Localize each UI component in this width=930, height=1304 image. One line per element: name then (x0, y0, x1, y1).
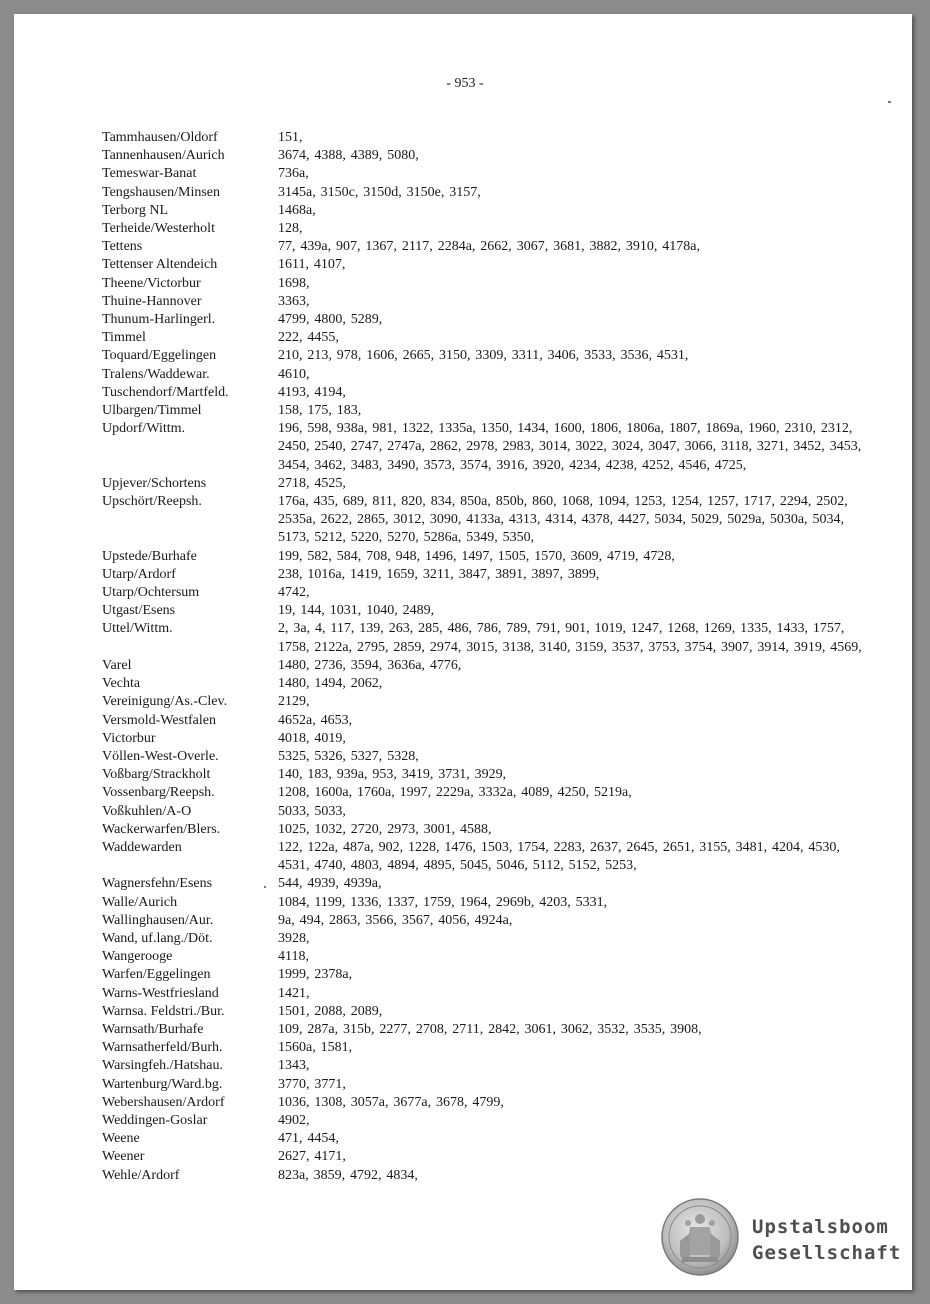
page-number: - 953 - (446, 76, 484, 91)
place-name: Varel (102, 657, 132, 673)
index-entry (102, 475, 862, 493)
reference-numbers: 4610, (278, 366, 310, 382)
place-name: Voßbarg/Strackholt (102, 767, 211, 783)
place-name: Tettenser Altendeich (102, 257, 218, 273)
index-entry (102, 1112, 862, 1130)
index-entry (102, 1057, 862, 1075)
place-name: Wand, uf.lang./Döt. (102, 930, 213, 946)
index-entry (102, 657, 862, 675)
index-entry (102, 256, 862, 274)
place-name: Upjever/Schortens (102, 475, 207, 491)
index-entry (102, 384, 862, 402)
reference-numbers: 4742, (278, 585, 310, 601)
reference-numbers: 5033, 5033, (278, 803, 346, 819)
index-entry (102, 184, 862, 202)
reference-numbers: 3770, 3771, (278, 1076, 346, 1092)
index-entry (102, 1167, 862, 1185)
reference-numbers: 1421, (278, 985, 310, 1001)
index-entry (102, 620, 862, 656)
reference-numbers: 140, 183, 939a, 953, 3419, 3731, 3929, (278, 767, 507, 783)
index-entry (102, 839, 862, 875)
wordmark-line-1: Upstalsboom (752, 1216, 889, 1238)
reference-numbers: 158, 175, 183, (278, 403, 362, 419)
place-name: Terheide/Westerholt (102, 221, 215, 237)
place-name: Tammhausen/Oldorf (102, 130, 218, 145)
reference-numbers: 109, 287a, 315b, 2277, 2708, 2711, 2842, 3061, 3062, 3532, 3535, 3908, (278, 1021, 702, 1037)
index-entry (102, 930, 862, 948)
reference-numbers: 1698, (278, 275, 310, 291)
index-entry (102, 366, 862, 384)
index-entry (102, 1094, 862, 1112)
reference-numbers: 3363, (278, 293, 310, 309)
index-entry (102, 784, 862, 802)
place-name: Wehle/Ardorf (102, 1167, 180, 1183)
index-entry (102, 693, 862, 711)
reference-numbers: 736a, (278, 166, 309, 182)
place-name: Webershausen/Ardorf (102, 1094, 225, 1110)
place-name: Weene (102, 1131, 140, 1147)
reference-numbers: 1025, 1032, 2720, 2973, 3001, 4588, (278, 821, 492, 837)
index-entry (102, 347, 862, 365)
index-entry (102, 584, 862, 602)
place-name: Updorf/Wittm. (102, 421, 186, 437)
reference-numbers: 1036, 1308, 3057a, 3677a, 3678, 4799, (278, 1094, 504, 1110)
place-name: Tralens/Waddewar. (102, 366, 210, 382)
index-entry (102, 1148, 862, 1166)
place-name: Thunum-Harlingerl. (102, 312, 216, 328)
place-name: Warnsa. Feldstri./Bur. (102, 1003, 225, 1019)
reference-numbers: 1208, 1600a, 1760a, 1997, 2229a, 3332a, 4089, 4250, 5219a, (278, 785, 632, 801)
index-entry (102, 966, 862, 984)
index-entry (102, 147, 862, 165)
index-entry (102, 493, 862, 548)
index-entry (102, 675, 862, 693)
place-name: Versmold-Westfalen (102, 712, 216, 728)
reference-numbers: 210, 213, 978, 1606, 2665, 3150, 3309, 3311, 3406, 3533, 3536, 4531, (278, 348, 689, 364)
index-entry (102, 202, 862, 220)
place-name: Terborg NL (102, 202, 169, 218)
index-entry (102, 1003, 862, 1021)
place-name: Voßkuhlen/A-O (102, 803, 192, 819)
index-entry (102, 220, 862, 238)
reference-numbers: 1343, (278, 1058, 310, 1074)
place-name: Utarp/Ochtersum (102, 585, 200, 601)
place-name: Thuine-Hannover (102, 293, 202, 309)
index-entry (102, 985, 862, 1003)
place-name: Ulbargen/Timmel (102, 403, 202, 419)
index-entry (102, 566, 862, 584)
reference-numbers: 122, 122a, 487a, 902, 1228, 1476, 1503, 1754, 2283, 2637, 2645, 2651, 3155, 3481, 4204, 4530, 4531, 4740, 4803, 4894, 4895, 5045, 5046, 5112, 5152, 5253, (278, 839, 840, 874)
reference-numbers: 1084, 1199, 1336, 1337, 1759, 1964, 2969b, 4203, 5331, (278, 894, 608, 910)
place-name: Weddingen-Goslar (102, 1112, 208, 1128)
index-entry (102, 821, 862, 839)
index-entry (102, 948, 862, 966)
reference-numbers: 5325, 5326, 5327, 5328, (278, 748, 419, 764)
reference-numbers: 3928, (278, 930, 310, 946)
index-entry (102, 238, 862, 256)
reference-numbers: 196, 598, 938a, 981, 1322, 1335a, 1350, 1434, 1600, 1806, 1806a, 1807, 1869a, 1960, 2310, 2312, 2450, 2540, 2747, 2747a, 2862, 2978, 2983, 3014, 3022, 3024, 3047, 3066, 3118, 3271, 3452, 3453, 3454, 3462, 3483, 3490, 3573, 3574, 3916, 3920, 4234, 4238, 4252, 4546, 4725, (278, 421, 862, 473)
reference-numbers: 544, 4939, 4939a, (278, 876, 382, 892)
place-name: Wagnersfehn/Esens (102, 876, 213, 892)
index-entry (102, 293, 862, 311)
reference-numbers: 3145a, 3150c, 3150d, 3150e, 3157, (278, 184, 481, 200)
upstalsboom-wordmark (752, 1214, 901, 1266)
index-entry (102, 1021, 862, 1039)
reference-numbers: 1480, 1494, 2062, (278, 676, 383, 692)
index-entry (102, 894, 862, 912)
place-name: Tuschendorf/Martfeld. (102, 384, 229, 400)
place-name: Theene/Victorbur (102, 275, 201, 291)
place-name: Tannenhausen/Aurich (102, 148, 225, 164)
place-name: Utarp/Ardorf (102, 566, 176, 582)
reference-numbers: 128, (278, 221, 303, 237)
index-entry (102, 275, 862, 293)
index-entry (102, 766, 862, 784)
index-entry (102, 602, 862, 620)
place-name: Walle/Aurich (102, 894, 178, 910)
place-name: Wartenburg/Ward.bg. (102, 1076, 223, 1092)
reference-numbers: 471, 4454, (278, 1131, 339, 1147)
index-entry (102, 1130, 862, 1148)
reference-numbers: 19, 144, 1031, 1040, 2489, (278, 603, 435, 619)
reference-numbers: 151, (278, 130, 303, 145)
place-name: Wackerwarfen/Blers. (102, 821, 221, 837)
index-entry (102, 1039, 862, 1057)
reference-numbers: 823a, 3859, 4792, 4834, (278, 1167, 418, 1183)
place-name: Warnsatherfeld/Burh. (102, 1040, 223, 1056)
reference-numbers: 9a, 494, 2863, 3566, 3567, 4056, 4924a, (278, 912, 513, 928)
reference-numbers: 4652a, 4653, (278, 712, 353, 728)
index-entry (102, 548, 862, 566)
place-name: Völlen-West-Overle. (102, 748, 219, 764)
reference-numbers: 1501, 2088, 2089, (278, 1003, 383, 1019)
reference-numbers: 222, 4455, (278, 330, 339, 346)
scan-speck (888, 101, 891, 103)
place-name: Tettens (102, 239, 143, 255)
reference-numbers: 238, 1016a, 1419, 1659, 3211, 3847, 3891, 3897, 3899, (278, 566, 600, 582)
reference-numbers: 77, 439a, 907, 1367, 2117, 2284a, 2662, 3067, 3681, 3882, 3910, 4178a, (278, 239, 701, 255)
place-name: Warns-Westfriesland (102, 985, 219, 1001)
reference-numbers: 2, 3a, 4, 117, 139, 263, 285, 486, 786, 789, 791, 901, 1019, 1247, 1268, 1269, 1335, 1433, 1757, 1758, 2122a, 2795, 2859, 2974, 3015, 3138, 3140, 3159, 3537, 3753, 3754, 3907, 3914, 3919, 4569, (278, 621, 862, 655)
place-name: Warfen/Eggelingen (102, 967, 211, 983)
place-name: Upschört/Reepsh. (102, 494, 202, 510)
index-entry (102, 402, 862, 420)
reference-numbers: 2718, 4525, (278, 475, 346, 491)
reference-numbers: 4193, 4194, (278, 384, 346, 400)
reference-numbers: 1560a, 1581, (278, 1040, 353, 1056)
wordmark-line-2: Gesellschaft (752, 1242, 902, 1264)
place-name: Weener (102, 1149, 145, 1165)
place-name: Tengshausen/Minsen (102, 184, 221, 200)
place-name: Toquard/Eggelingen (102, 348, 217, 364)
reference-numbers: 1468a, (278, 202, 316, 218)
place-name: Vossenbarg/Reepsh. (102, 785, 215, 801)
reference-numbers: 2627, 4171, (278, 1149, 346, 1165)
place-name: Vechta (102, 676, 141, 692)
place-name: Warsingfeh./Hatshau. (102, 1058, 223, 1074)
reference-numbers: 4902, (278, 1112, 310, 1128)
reference-numbers: 1999, 2378a, (278, 967, 353, 983)
index-entry (102, 420, 862, 475)
reference-numbers: 2129, (278, 694, 310, 710)
place-name: Victorbur (102, 730, 156, 746)
place-name: Uttel/Wittm. (102, 621, 173, 637)
reference-numbers: 3674, 4388, 4389, 5080, (278, 148, 419, 164)
index-entry (102, 712, 862, 730)
index-entry (102, 311, 862, 329)
place-name: Vereinigung/As.-Clev. (102, 694, 228, 710)
reference-numbers: 1611, 4107, (278, 257, 346, 273)
place-name: Upstede/Burhafe (102, 548, 197, 564)
place-name: Temeswar-Banat (102, 166, 197, 182)
reference-numbers: 176a, 435, 689, 811, 820, 834, 850a, 850b, 860, 1068, 1094, 1253, 1254, 1257, 1717, 2294, 2502, 2535a, 2622, 2865, 3012, 3090, 4133a, 4313, 4314, 4378, 4427, 5034, 5029, 5029a, 5030a, 5034, 5173, 5212, 5220, 5270, 5286a, 5349, 5350, (278, 494, 848, 546)
index-entry (102, 329, 862, 347)
place-name: Waddewarden (102, 839, 182, 855)
index-entry (102, 730, 862, 748)
upstalsboom-seal-icon (660, 1197, 740, 1277)
index-entry (102, 1076, 862, 1094)
place-index (102, 129, 862, 1185)
place-name: Warnsath/Burhafe (102, 1021, 204, 1037)
place-name: Timmel (102, 330, 146, 346)
reference-numbers: 4118, (278, 949, 309, 965)
index-entry (102, 912, 862, 930)
reference-numbers: 4018, 4019, (278, 730, 346, 746)
index-entry (102, 165, 862, 183)
index-entry (102, 875, 862, 893)
reference-numbers: 4799, 4800, 5289, (278, 312, 383, 328)
place-name: Utgast/Esens (102, 603, 176, 619)
reference-numbers: 199, 582, 584, 708, 948, 1496, 1497, 1505, 1570, 3609, 4719, 4728, (278, 548, 675, 564)
index-entry (102, 748, 862, 766)
index-entry (102, 129, 862, 147)
reference-numbers: 1480, 2736, 3594, 3636a, 4776, (278, 657, 462, 673)
place-name: Wangerooge (102, 949, 173, 965)
place-name: Wallinghausen/Aur. (102, 912, 214, 928)
index-entry (102, 803, 862, 821)
